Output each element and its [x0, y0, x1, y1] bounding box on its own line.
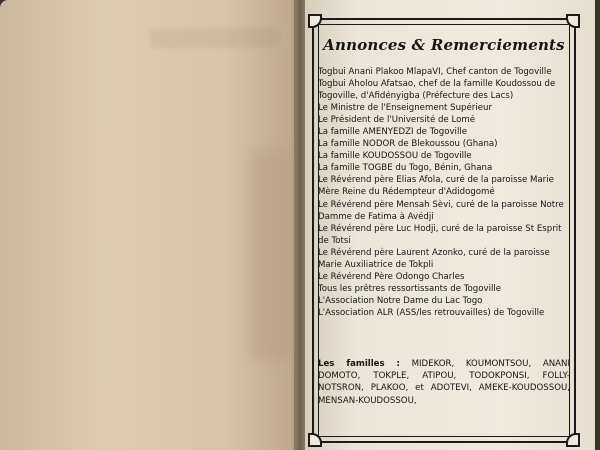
- paper-stain: [250, 150, 290, 360]
- list-item: Le Révérend père Luc Hodji, curé de la paroisse St Esprit de Totsi: [318, 223, 562, 246]
- list-item: Le Révérend père Elias Afola, curé de la paroisse Marie Mère Reine du Rédempteur d'Adidogomé: [318, 175, 554, 198]
- page-title: Annonces & Remerciements: [323, 36, 565, 54]
- list-item: Tous les prêtres ressortissants de Togoville: [318, 283, 502, 294]
- frame-corner-ornament: [566, 433, 580, 447]
- list-item: Le Révérend Père Odongo Charles: [318, 271, 465, 282]
- families-names: MIDEKOR, KOUMONTSOU, ANANI DOMOTO, TOKPLE, ATIPOU, TODOKPONSI, FOLLY-NOTSRON, PLAKOO, et ADOTEVI, AMEKE-KOUDOSSOU, MENSAN-KOUDOSSOU,: [318, 359, 570, 406]
- list-item: L'Association Notre Dame du Lac Togo: [318, 295, 483, 306]
- acknowledgement-list: [318, 66, 570, 319]
- list-item: La famille TOGBE du Togo, Bénin, Ghana: [318, 163, 493, 174]
- list-item: L'Association ALR (ASS/les retrouvailles) de Togoville: [318, 307, 545, 318]
- list-item: Le Ministre de l'Enseignement Supérieur: [318, 103, 492, 114]
- show-through-text: [150, 27, 280, 49]
- list-item: La famille NODOR de Blekoussou (Ghana): [318, 139, 498, 150]
- families-label: Les familles :: [318, 359, 400, 369]
- list-item: Le Révérend père Laurent Azonko, curé de la paroisse Marie Auxiliatrice de Tokpli: [318, 247, 550, 270]
- families-paragraph: [318, 358, 570, 407]
- list-item: Le Président de l'Université de Lomé: [318, 115, 476, 126]
- list-item: La famille KOUDOSSOU de Togoville: [318, 151, 472, 162]
- list-item: Togbui Aholou Afatsao, chef de la famille Koudossou de Togoville, d'Afidényigba (Préfecture des Lacs): [318, 79, 556, 102]
- list-item: Le Révérend père Mensah Sèvi, curé de la paroisse Notre Damme de Fatima à Avédji: [318, 199, 564, 222]
- list-item: La famille AMENYEDZI de Togoville: [318, 127, 468, 138]
- list-item: Togbui Anani Plakoo MlapaVI, Chef canton de Togoville: [318, 67, 552, 77]
